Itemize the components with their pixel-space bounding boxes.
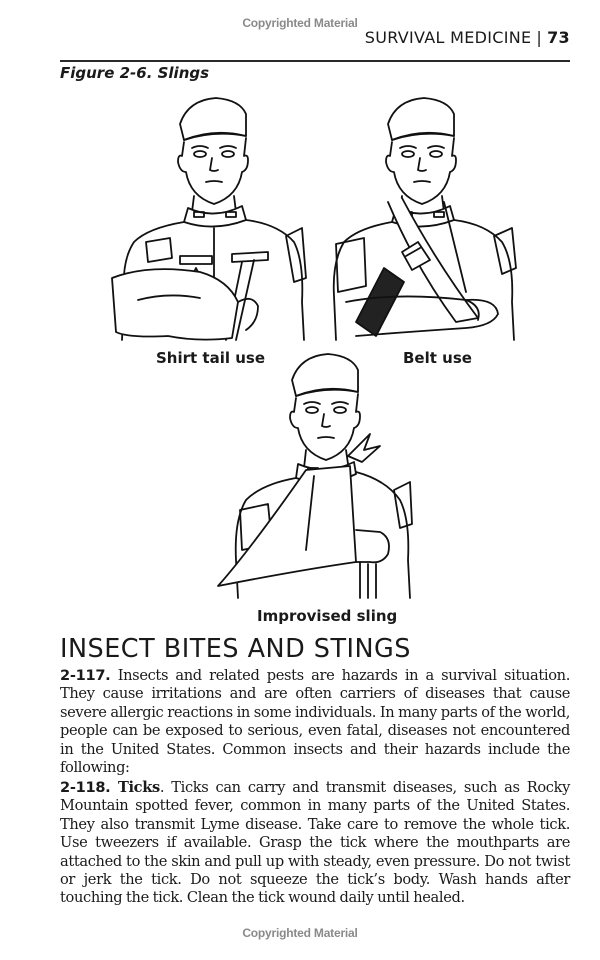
running-head-title: SURVIVAL MEDICINE: [364, 28, 532, 47]
paragraph-2-118: [60, 779, 570, 908]
copyright-watermark-top: Copyrighted Material: [242, 16, 358, 30]
paragraph-number: 2-117.: [60, 667, 111, 684]
paragraph-text: Insects and related pests are hazards in a survival situation. They cause irritations and are often carriers of diseases that cause severe allergic reactions in some individuals. In many parts of the world, people can be exposed to serious, even fatal, diseases not encountered in the United States. Common insects and their hazards include the following:: [60, 667, 570, 777]
illustration-improvised-sling: [210, 350, 415, 600]
paragraph-2-117: [60, 667, 570, 777]
illustration-shirt-tail-sling: [108, 92, 308, 342]
section-heading: INSECT BITES AND STINGS: [60, 634, 411, 664]
running-head: [365, 28, 570, 47]
paragraph-text: . Ticks can carry and transmit diseases, such as Rocky Mountain spotted fever, common in many parts of the United States. They also transmit Lyme disease. Take care to remove the whole tick. Use tweezers if available. Grasp the tick where the mouthparts are attached to the skin and pull up with steady, even pressure. Do not twist or jerk the tick. Do not squeeze the tick’s body. Wash hands after touching the tick. Clean the tick wound daily until healed.: [60, 779, 570, 907]
header-rule: [60, 60, 570, 62]
illustration-belt-sling: [326, 92, 526, 342]
figure-caption: Figure 2-6. Slings: [60, 64, 210, 82]
panel-label-shirt-tail: Shirt tail use: [156, 349, 265, 367]
panel-label-improvised: Improvised sling: [257, 607, 398, 625]
panel-label-belt: Belt use: [403, 349, 472, 367]
paragraph-term: Ticks: [110, 779, 160, 796]
running-head-separator: |: [536, 28, 543, 47]
copyright-watermark-bottom: Copyrighted Material: [242, 926, 358, 940]
page-number: 73: [547, 28, 570, 47]
paragraph-number: 2-118.: [60, 779, 111, 796]
